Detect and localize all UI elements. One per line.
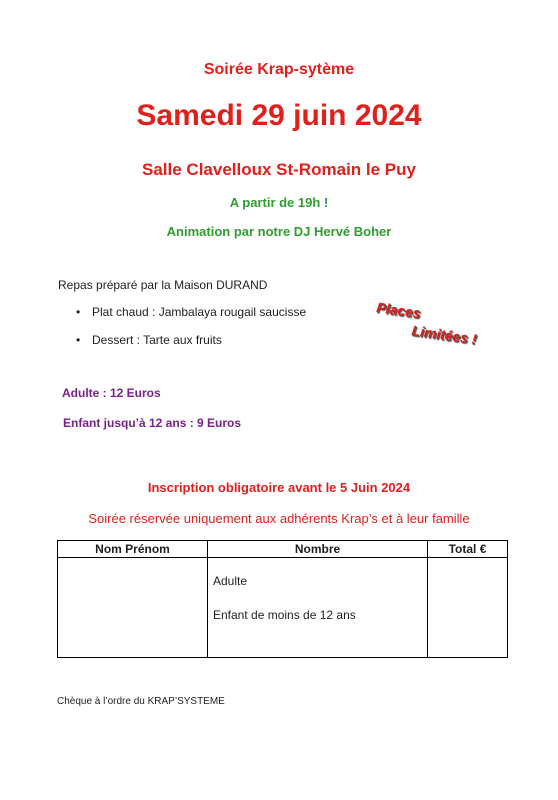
menu-item-label: Dessert : Tarte aux fruits — [92, 333, 222, 347]
bullet-icon: • — [76, 305, 81, 319]
event-venue: Salle Clavelloux St-Romain le Puy — [142, 160, 416, 179]
menu-item-label: Plat chaud : Jambalaya rougail saucisse — [92, 305, 307, 319]
event-animation: Animation par notre DJ Hervé Boher — [166, 224, 392, 239]
registration-table — [57, 540, 508, 658]
column-header-total: Total € — [428, 541, 508, 558]
stamp-line-2: Limitées ! — [410, 322, 478, 348]
limited-places-stamp — [373, 298, 480, 348]
menu-item-dessert — [76, 333, 222, 347]
event-start-time: A partir de 19h ! — [229, 195, 329, 210]
event-date-title: Samedi 29 juin 2024 — [136, 99, 422, 132]
table-header-row — [58, 541, 508, 558]
column-header-count: Nombre — [208, 541, 428, 558]
members-only-note: Soirée réservée uniquement aux adhérents Krap’s et à leur famille — [88, 511, 470, 526]
name-cell[interactable] — [58, 558, 208, 658]
meal-intro: Repas préparé par la Maison DURAND — [58, 278, 268, 292]
count-adult-label: Adulte — [213, 574, 248, 588]
event-subtitle: Soirée Krap-sytème — [203, 61, 355, 78]
stamp-line-1: Places — [375, 298, 422, 322]
count-cell[interactable] — [208, 558, 428, 658]
total-cell[interactable] — [428, 558, 508, 658]
column-header-name: Nom Prénom — [58, 541, 208, 558]
table-row — [58, 558, 508, 658]
registration-deadline: Inscription obligatoire avant le 5 Juin 2024 — [147, 480, 411, 495]
count-child-label: Enfant de moins de 12 ans — [213, 608, 356, 622]
price-child: Enfant jusqu’à 12 ans : 9 Euros — [63, 416, 242, 430]
cheque-note: Chèque à l’ordre du KRAP’SYSTEME — [57, 696, 225, 707]
menu-item-main — [76, 305, 306, 319]
bullet-icon: • — [76, 333, 81, 347]
price-adult: Adulte : 12 Euros — [62, 386, 161, 400]
